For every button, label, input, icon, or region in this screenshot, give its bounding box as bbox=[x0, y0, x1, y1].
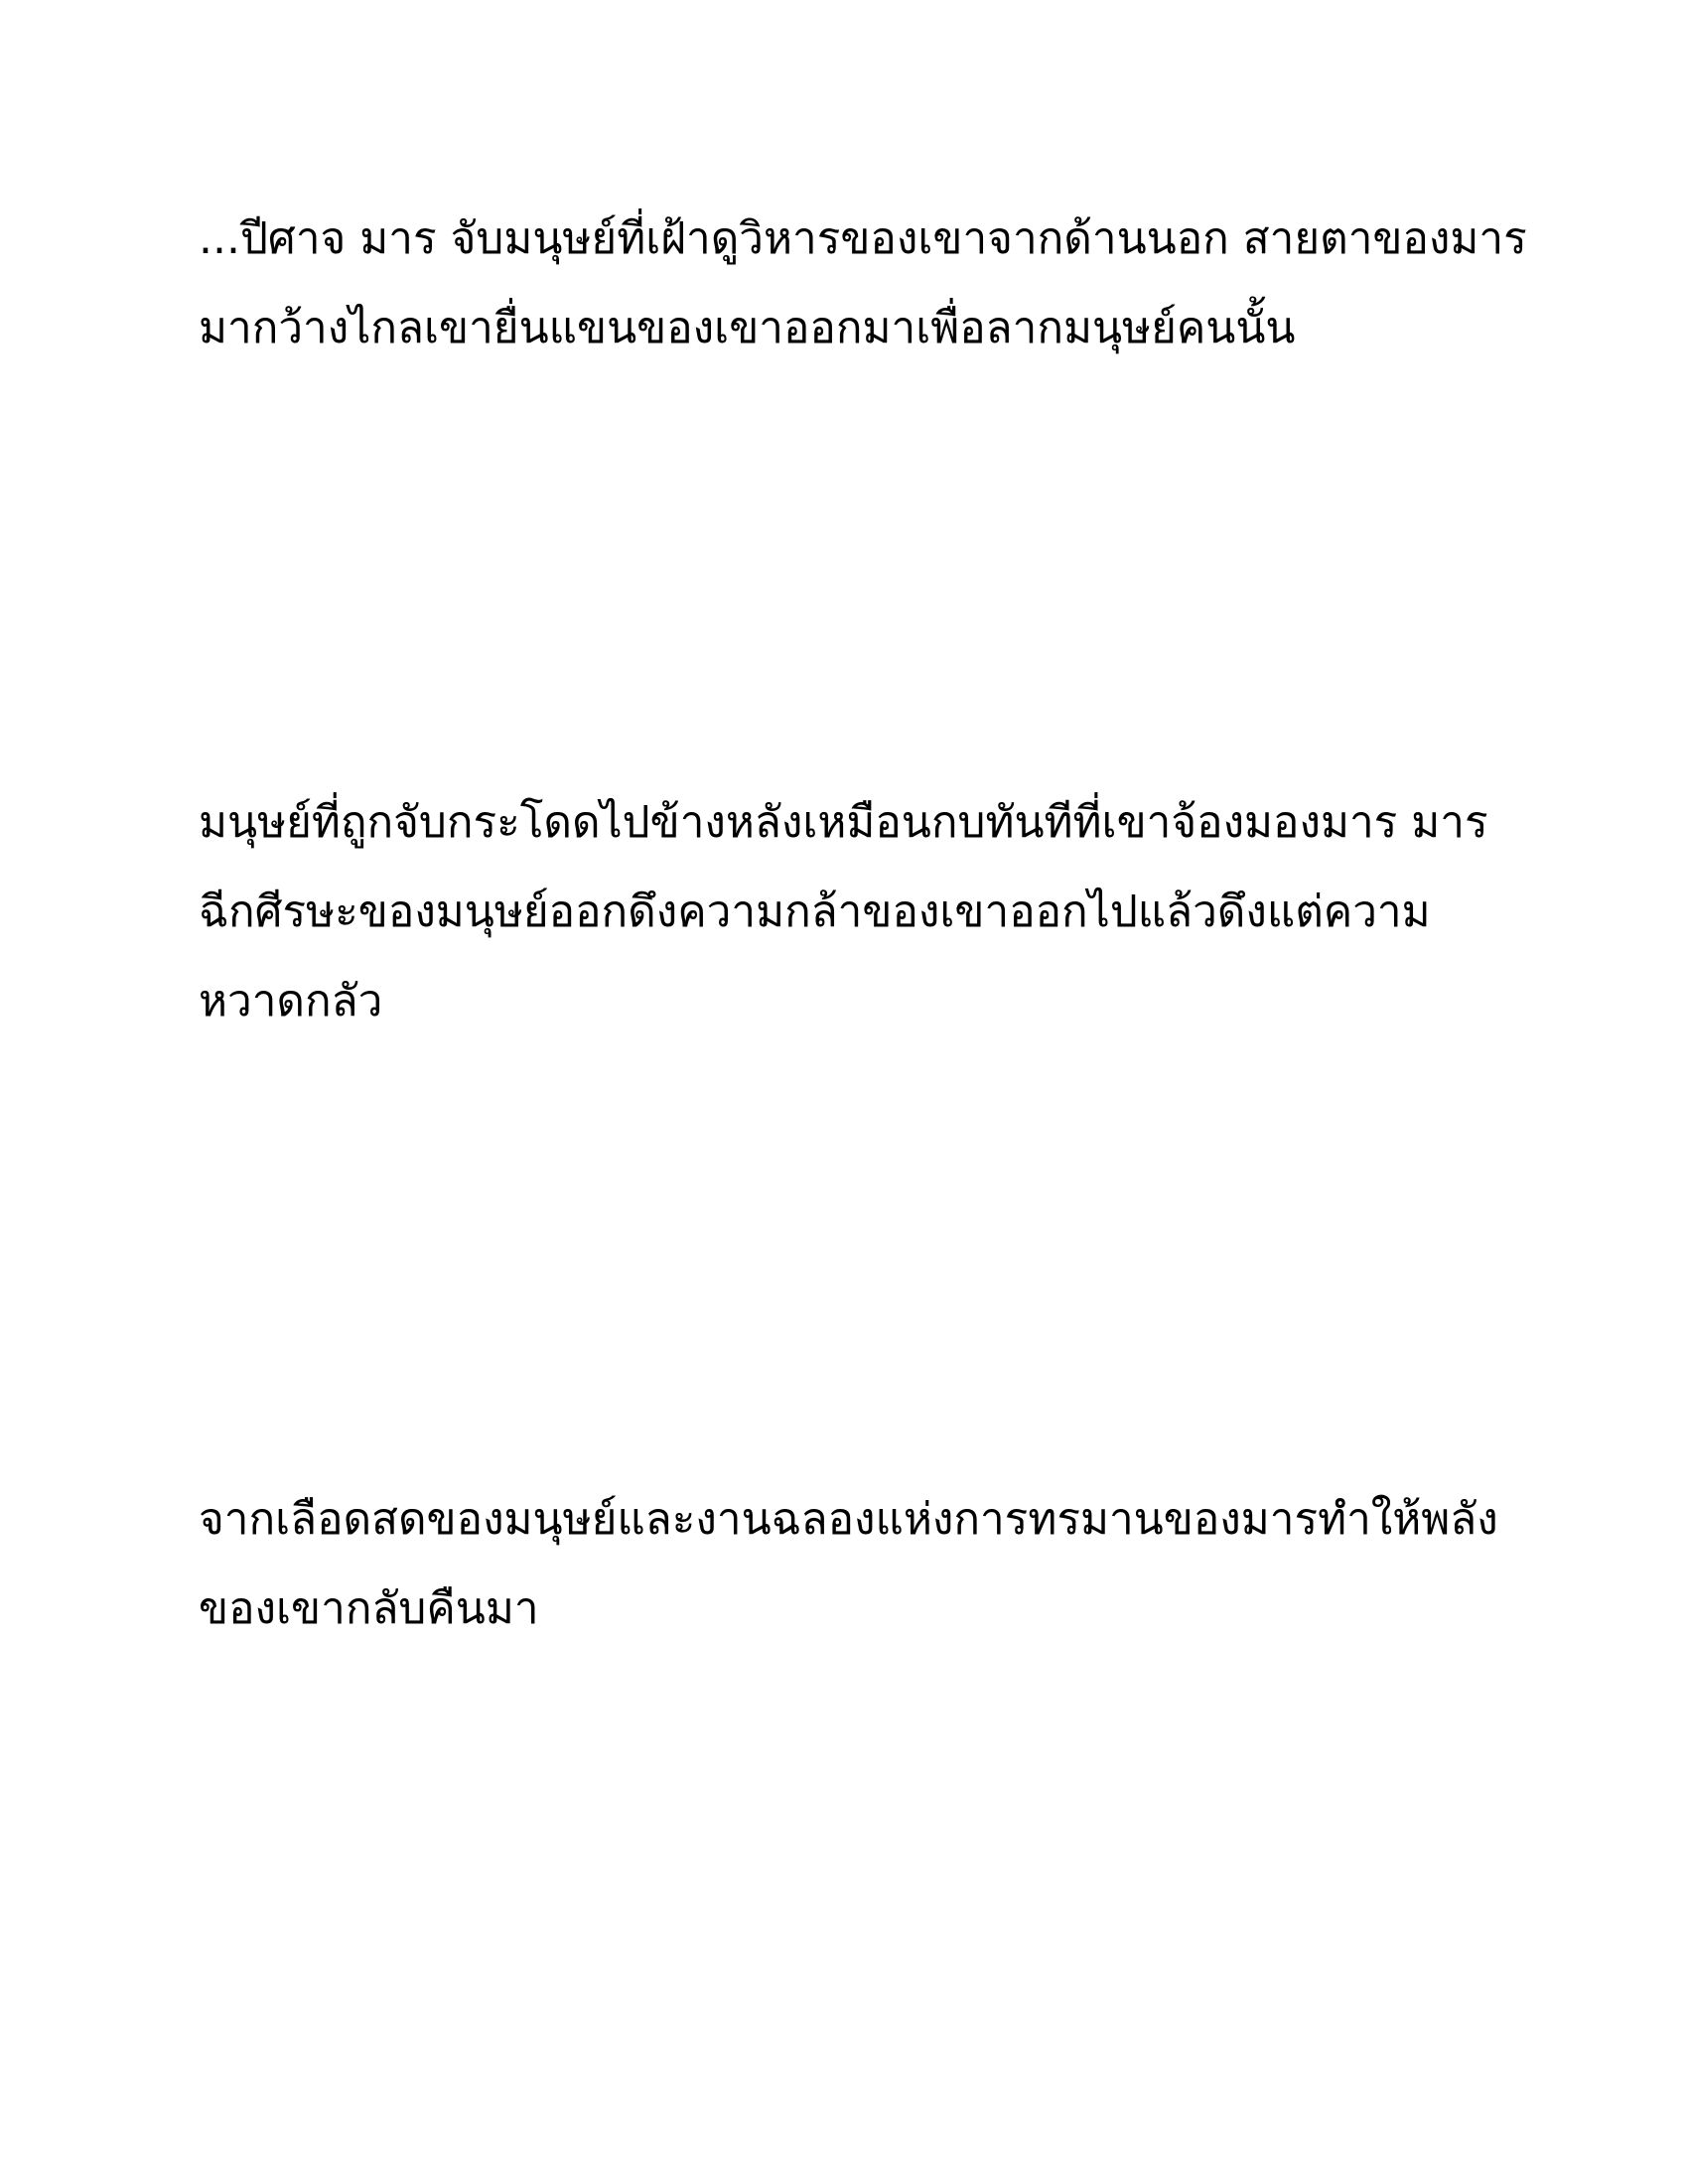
paragraph bbox=[199, 195, 1527, 373]
text-line: จากเลือดสดของมนุษย์และงานฉลองแห่งการทรมานของมารทำให้พลัง bbox=[199, 1494, 1498, 1545]
paragraph bbox=[199, 1475, 1498, 1654]
text-line: มนุษย์ที่ถูกจับกระโดดไปข้างหลังเหมือนกบทันทีที่เขาจ้องมองมาร มาร bbox=[199, 797, 1488, 848]
text-line: มากว้างไกลเขายื่นแขนของเขาออกมาเพื่อลากมนุษย์คนนั้น bbox=[199, 303, 1296, 353]
text-line: ฉีกศีรษะของมนุษย์ออกดึงความกล้าของเขาออกไปแล้วดึงแต่ความ bbox=[199, 887, 1431, 937]
text-line: หวาดกลัว bbox=[199, 976, 383, 1026]
text-line: ...ปีศาจ มาร จับมนุษย์ที่เฝ้าดูวิหารของเขาจากด้านนอก สายตาของมาร bbox=[199, 213, 1527, 264]
paragraph bbox=[199, 778, 1489, 1046]
text-line: ของเขากลับคืนมา bbox=[199, 1583, 539, 1634]
